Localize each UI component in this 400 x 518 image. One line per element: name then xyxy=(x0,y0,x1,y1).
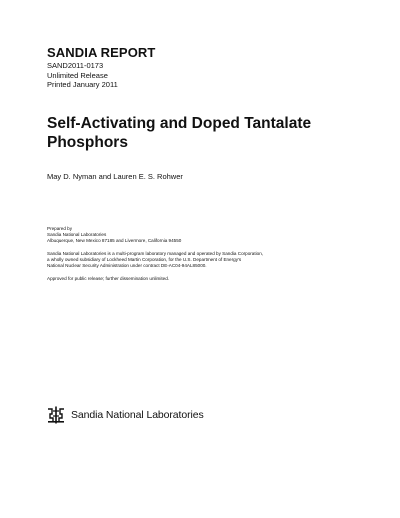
report-metadata xyxy=(47,61,118,90)
prepared-by-block xyxy=(47,226,181,243)
authors: May D. Nyman and Lauren E. S. Rohwer xyxy=(47,172,183,181)
report-title xyxy=(47,115,367,152)
release-status: Unlimited Release xyxy=(47,70,108,80)
sandia-logo xyxy=(47,406,204,424)
report-title-line-2: Phosphors xyxy=(47,133,128,151)
sandia-logo-text: Sandia National Laboratories xyxy=(71,409,204,421)
sandia-note-line-3: National Nuclear Security Administration under contract DE-AC04-94AL85000. xyxy=(47,262,207,268)
sandia-note-line-2: a wholly owned subsidiary of Lockheed Martin Corporation, for the U.S. Department of Energy's xyxy=(47,256,242,262)
report-series-label: SANDIA REPORT xyxy=(47,45,156,60)
prepared-by-organization: Sandia National Laboratories xyxy=(47,231,107,237)
sandia-note-line-1: Sandia National Laboratories is a multi-program laboratory managed and operated by Sandia Corporation, xyxy=(47,251,264,256)
report-number: SAND2011-0173 xyxy=(47,61,104,70)
prepared-by-locations: Albuquerque, New Mexico 87185 and Livermore, California 94550 xyxy=(47,237,182,243)
sandia-corporation-note xyxy=(47,251,263,268)
printed-date: Printed January 2011 xyxy=(47,80,118,89)
sandia-thunderbird-logo-icon xyxy=(47,406,65,424)
report-title-line-1: Self-Activating and Doped Tantalate xyxy=(47,115,312,132)
prepared-by-label: Prepared by xyxy=(47,226,73,231)
release-approval-statement: Approved for public release; further dissemination unlimited. xyxy=(47,276,170,281)
